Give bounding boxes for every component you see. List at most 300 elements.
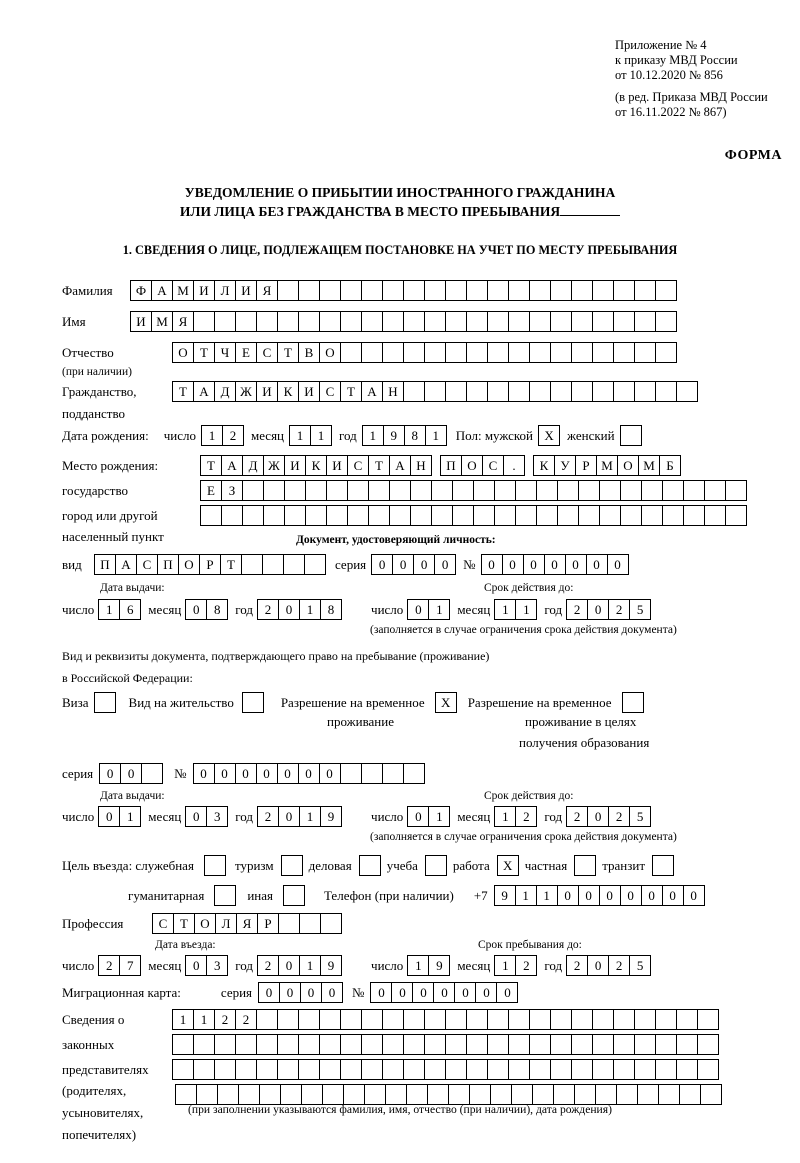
char-cell[interactable] [655, 1009, 677, 1030]
char-cell[interactable]: 1 [310, 425, 332, 446]
char-cell[interactable] [280, 1084, 302, 1105]
char-cell[interactable]: 1 [119, 806, 141, 827]
char-cell[interactable] [697, 1009, 719, 1030]
char-cell[interactable] [403, 381, 425, 402]
char-cell[interactable]: В [298, 342, 320, 363]
char-cell[interactable] [343, 1084, 365, 1105]
char-cell[interactable] [508, 381, 530, 402]
char-cell[interactable] [592, 1009, 614, 1030]
char-cell[interactable] [263, 505, 285, 526]
char-cell[interactable] [326, 480, 348, 501]
char-cell[interactable] [256, 1059, 278, 1080]
char-cell[interactable]: 0 [641, 885, 663, 906]
char-cell[interactable]: 2 [566, 955, 588, 976]
char-cell[interactable] [340, 280, 362, 301]
char-cell[interactable] [613, 381, 635, 402]
char-cell[interactable] [283, 554, 305, 575]
char-cell[interactable] [466, 381, 488, 402]
char-cell[interactable] [683, 480, 705, 501]
char-cell[interactable]: 1 [299, 806, 321, 827]
char-cell[interactable] [277, 1034, 299, 1055]
char-cell[interactable] [277, 280, 299, 301]
birthplace-city-cells-a[interactable] [440, 455, 524, 476]
char-cell[interactable]: А [389, 455, 411, 476]
char-cell[interactable] [340, 763, 362, 784]
char-cell[interactable]: 3 [206, 955, 228, 976]
char-cell[interactable] [487, 280, 509, 301]
char-cell[interactable] [424, 1034, 446, 1055]
char-cell[interactable] [529, 280, 551, 301]
char-cell[interactable] [634, 280, 656, 301]
char-cell[interactable] [550, 1059, 572, 1080]
char-cell[interactable] [613, 280, 635, 301]
char-cell[interactable]: 1 [494, 599, 516, 620]
char-cell[interactable] [431, 480, 453, 501]
char-cell[interactable] [364, 1084, 386, 1105]
char-cell[interactable]: Н [410, 455, 432, 476]
char-cell[interactable] [361, 1034, 383, 1055]
char-cell[interactable]: Р [257, 913, 279, 934]
char-cell[interactable]: 0 [683, 885, 705, 906]
char-cell[interactable]: 0 [523, 554, 545, 575]
char-cell[interactable]: 5 [629, 806, 651, 827]
char-cell[interactable] [172, 1059, 194, 1080]
temp-residence-checkbox[interactable] [435, 692, 456, 713]
char-cell[interactable] [382, 763, 404, 784]
char-cell[interactable] [697, 1034, 719, 1055]
char-cell[interactable]: 2 [566, 599, 588, 620]
char-cell[interactable] [571, 1009, 593, 1030]
char-cell[interactable] [473, 480, 495, 501]
char-cell[interactable]: Д [214, 381, 236, 402]
char-cell[interactable] [305, 480, 327, 501]
char-cell[interactable] [683, 505, 705, 526]
char-cell[interactable]: Р [575, 455, 597, 476]
char-cell[interactable]: А [221, 455, 243, 476]
char-cell[interactable] [725, 480, 747, 501]
char-cell[interactable] [466, 1009, 488, 1030]
char-cell[interactable] [235, 311, 257, 332]
char-cell[interactable]: 0 [319, 763, 341, 784]
char-cell[interactable]: 0 [565, 554, 587, 575]
phone-cells[interactable] [494, 885, 704, 906]
char-cell[interactable] [238, 1084, 260, 1105]
stay-day-cells[interactable] [407, 955, 449, 976]
char-cell[interactable] [704, 505, 726, 526]
char-cell[interactable]: 0 [278, 806, 300, 827]
char-cell[interactable] [550, 1034, 572, 1055]
char-cell[interactable] [508, 311, 530, 332]
char-cell[interactable] [214, 1034, 236, 1055]
char-cell[interactable] [592, 342, 614, 363]
char-cell[interactable] [662, 505, 684, 526]
char-cell[interactable]: 2 [608, 955, 630, 976]
char-cell[interactable] [550, 381, 572, 402]
char-cell[interactable]: 9 [428, 955, 450, 976]
permit-series-cells[interactable] [99, 763, 162, 784]
char-cell[interactable]: 0 [185, 599, 207, 620]
char-cell[interactable]: . [503, 455, 525, 476]
char-cell[interactable]: И [130, 311, 152, 332]
birth-day-cells[interactable] [201, 425, 243, 446]
char-cell[interactable] [403, 280, 425, 301]
char-cell[interactable]: 1 [428, 599, 450, 620]
char-cell[interactable] [445, 1059, 467, 1080]
patronymic-cells[interactable] [172, 342, 676, 363]
char-cell[interactable]: К [533, 455, 555, 476]
char-cell[interactable] [578, 480, 600, 501]
char-cell[interactable] [340, 1059, 362, 1080]
char-cell[interactable] [263, 480, 285, 501]
char-cell[interactable]: Т [220, 554, 242, 575]
sex-female-checkbox[interactable] [620, 425, 641, 446]
char-cell[interactable]: 2 [608, 599, 630, 620]
char-cell[interactable]: 0 [454, 982, 476, 1003]
char-cell[interactable] [652, 855, 674, 876]
char-cell[interactable] [361, 1059, 383, 1080]
char-cell[interactable]: У [554, 455, 576, 476]
char-cell[interactable]: 3 [206, 806, 228, 827]
char-cell[interactable] [431, 505, 453, 526]
char-cell[interactable] [406, 1084, 428, 1105]
char-cell[interactable]: И [193, 280, 215, 301]
purpose-transit-checkbox[interactable] [652, 855, 673, 876]
char-cell[interactable] [641, 505, 663, 526]
char-cell[interactable]: 0 [481, 554, 503, 575]
permit-issue-year-cells[interactable] [257, 806, 341, 827]
char-cell[interactable] [256, 311, 278, 332]
char-cell[interactable] [529, 311, 551, 332]
char-cell[interactable]: М [596, 455, 618, 476]
permit-issue-month-cells[interactable] [185, 806, 227, 827]
char-cell[interactable]: 0 [277, 763, 299, 784]
char-cell[interactable] [382, 1059, 404, 1080]
char-cell[interactable]: А [193, 381, 215, 402]
char-cell[interactable] [508, 1009, 530, 1030]
char-cell[interactable] [634, 1009, 656, 1030]
char-cell[interactable] [487, 1059, 509, 1080]
citizenship-cells[interactable] [172, 381, 697, 402]
char-cell[interactable] [141, 763, 163, 784]
char-cell[interactable] [410, 505, 432, 526]
char-cell[interactable]: 1 [201, 425, 223, 446]
char-cell[interactable] [655, 381, 677, 402]
char-cell[interactable] [704, 480, 726, 501]
char-cell[interactable] [193, 1034, 215, 1055]
char-cell[interactable]: 0 [99, 763, 121, 784]
purpose-study-checkbox[interactable] [425, 855, 446, 876]
birth-month-cells[interactable] [289, 425, 331, 446]
char-cell[interactable]: А [361, 381, 383, 402]
mig-number-cells[interactable] [370, 982, 517, 1003]
char-cell[interactable] [634, 342, 656, 363]
char-cell[interactable] [403, 763, 425, 784]
char-cell[interactable] [613, 1059, 635, 1080]
char-cell[interactable] [403, 311, 425, 332]
char-cell[interactable] [613, 311, 635, 332]
char-cell[interactable]: И [326, 455, 348, 476]
permit-valid-day-cells[interactable] [407, 806, 449, 827]
char-cell[interactable]: 0 [185, 806, 207, 827]
char-cell[interactable]: 0 [279, 982, 301, 1003]
char-cell[interactable] [221, 505, 243, 526]
doc-kind-cells[interactable] [94, 554, 325, 575]
char-cell[interactable] [557, 505, 579, 526]
char-cell[interactable]: З [221, 480, 243, 501]
char-cell[interactable] [452, 505, 474, 526]
char-cell[interactable] [403, 342, 425, 363]
char-cell[interactable]: 0 [502, 554, 524, 575]
char-cell[interactable]: 1 [494, 955, 516, 976]
char-cell[interactable] [469, 1084, 491, 1105]
char-cell[interactable] [259, 1084, 281, 1105]
char-cell[interactable] [298, 311, 320, 332]
char-cell[interactable] [508, 342, 530, 363]
char-cell[interactable] [536, 480, 558, 501]
char-cell[interactable] [340, 1009, 362, 1030]
char-cell[interactable] [550, 342, 572, 363]
char-cell[interactable] [557, 480, 579, 501]
doc-issue-day-cells[interactable] [98, 599, 140, 620]
char-cell[interactable] [277, 1009, 299, 1030]
doc-valid-month-cells[interactable] [494, 599, 536, 620]
permit-valid-year-cells[interactable] [566, 806, 650, 827]
doc-series-cells[interactable] [371, 554, 455, 575]
char-cell[interactable] [599, 480, 621, 501]
char-cell[interactable] [340, 1034, 362, 1055]
char-cell[interactable]: И [298, 381, 320, 402]
char-cell[interactable] [298, 1034, 320, 1055]
char-cell[interactable]: 0 [407, 599, 429, 620]
char-cell[interactable]: 0 [607, 554, 629, 575]
permit-issue-day-cells[interactable] [98, 806, 140, 827]
char-cell[interactable] [613, 1034, 635, 1055]
char-cell[interactable]: 0 [599, 885, 621, 906]
char-cell[interactable] [655, 1059, 677, 1080]
char-cell[interactable] [319, 311, 341, 332]
char-cell[interactable] [424, 1009, 446, 1030]
char-cell[interactable]: Т [368, 455, 390, 476]
char-cell[interactable] [200, 505, 222, 526]
char-cell[interactable] [529, 1059, 551, 1080]
char-cell[interactable]: 8 [404, 425, 426, 446]
char-cell[interactable] [445, 280, 467, 301]
char-cell[interactable]: А [151, 280, 173, 301]
char-cell[interactable] [592, 1059, 614, 1080]
char-cell[interactable] [424, 381, 446, 402]
char-cell[interactable] [361, 1009, 383, 1030]
char-cell[interactable]: 8 [206, 599, 228, 620]
legal-rep-cells-row1[interactable] [172, 1009, 718, 1030]
char-cell[interactable]: 1 [425, 425, 447, 446]
char-cell[interactable] [361, 280, 383, 301]
sex-male-checkbox[interactable] [538, 425, 559, 446]
char-cell[interactable]: X [435, 692, 457, 713]
char-cell[interactable]: 1 [299, 955, 321, 976]
char-cell[interactable] [382, 342, 404, 363]
char-cell[interactable] [637, 1084, 659, 1105]
char-cell[interactable] [382, 280, 404, 301]
char-cell[interactable]: Н [382, 381, 404, 402]
char-cell[interactable] [445, 342, 467, 363]
char-cell[interactable]: 0 [433, 982, 455, 1003]
char-cell[interactable] [256, 1009, 278, 1030]
char-cell[interactable] [466, 1059, 488, 1080]
char-cell[interactable]: Я [256, 280, 278, 301]
doc-valid-year-cells[interactable] [566, 599, 650, 620]
char-cell[interactable]: 1 [536, 885, 558, 906]
char-cell[interactable] [532, 1084, 554, 1105]
char-cell[interactable]: 5 [629, 955, 651, 976]
char-cell[interactable] [359, 855, 381, 876]
char-cell[interactable]: А [115, 554, 137, 575]
name-cells[interactable] [130, 311, 676, 332]
purpose-service-checkbox[interactable] [204, 855, 225, 876]
char-cell[interactable]: П [440, 455, 462, 476]
char-cell[interactable] [204, 855, 226, 876]
char-cell[interactable]: 0 [235, 763, 257, 784]
char-cell[interactable]: 0 [662, 885, 684, 906]
char-cell[interactable]: 9 [494, 885, 516, 906]
char-cell[interactable] [424, 311, 446, 332]
char-cell[interactable]: Л [215, 913, 237, 934]
char-cell[interactable]: 0 [214, 763, 236, 784]
char-cell[interactable]: О [194, 913, 216, 934]
char-cell[interactable]: 9 [383, 425, 405, 446]
char-cell[interactable] [424, 280, 446, 301]
char-cell[interactable]: И [284, 455, 306, 476]
char-cell[interactable] [466, 342, 488, 363]
char-cell[interactable]: 0 [587, 806, 609, 827]
char-cell[interactable]: М [638, 455, 660, 476]
char-cell[interactable] [529, 342, 551, 363]
char-cell[interactable]: К [277, 381, 299, 402]
permit-valid-month-cells[interactable] [494, 806, 536, 827]
char-cell[interactable] [305, 505, 327, 526]
edu-residence-checkbox[interactable] [622, 692, 643, 713]
char-cell[interactable] [319, 1059, 341, 1080]
residence-checkbox[interactable] [242, 692, 263, 713]
char-cell[interactable]: Т [340, 381, 362, 402]
char-cell[interactable] [193, 311, 215, 332]
char-cell[interactable] [214, 885, 236, 906]
char-cell[interactable] [304, 554, 326, 575]
char-cell[interactable] [679, 1084, 701, 1105]
char-cell[interactable] [340, 311, 362, 332]
char-cell[interactable] [634, 381, 656, 402]
char-cell[interactable] [299, 913, 321, 934]
char-cell[interactable]: С [152, 913, 174, 934]
surname-cells[interactable] [130, 280, 676, 301]
char-cell[interactable] [298, 1009, 320, 1030]
doc-valid-day-cells[interactable] [407, 599, 449, 620]
doc-number-cells[interactable] [481, 554, 628, 575]
char-cell[interactable]: X [497, 855, 519, 876]
entry-day-cells[interactable] [98, 955, 140, 976]
char-cell[interactable]: Я [172, 311, 194, 332]
char-cell[interactable]: 2 [257, 955, 279, 976]
char-cell[interactable] [281, 855, 303, 876]
char-cell[interactable] [262, 554, 284, 575]
purpose-tourism-checkbox[interactable] [281, 855, 302, 876]
char-cell[interactable] [634, 311, 656, 332]
char-cell[interactable] [487, 1034, 509, 1055]
char-cell[interactable]: 0 [98, 806, 120, 827]
char-cell[interactable]: 2 [214, 1009, 236, 1030]
char-cell[interactable]: О [617, 455, 639, 476]
char-cell[interactable] [242, 692, 264, 713]
char-cell[interactable]: Ч [214, 342, 236, 363]
char-cell[interactable] [634, 1034, 656, 1055]
char-cell[interactable] [322, 1084, 344, 1105]
char-cell[interactable] [326, 505, 348, 526]
char-cell[interactable]: 0 [434, 554, 456, 575]
char-cell[interactable] [697, 1059, 719, 1080]
char-cell[interactable] [494, 505, 516, 526]
char-cell[interactable]: 1 [193, 1009, 215, 1030]
char-cell[interactable] [319, 280, 341, 301]
char-cell[interactable] [655, 342, 677, 363]
char-cell[interactable]: К [305, 455, 327, 476]
char-cell[interactable] [508, 1059, 530, 1080]
char-cell[interactable]: Т [277, 342, 299, 363]
char-cell[interactable]: О [172, 342, 194, 363]
char-cell[interactable]: С [347, 455, 369, 476]
char-cell[interactable]: 1 [299, 599, 321, 620]
char-cell[interactable] [700, 1084, 722, 1105]
char-cell[interactable] [553, 1084, 575, 1105]
char-cell[interactable] [571, 311, 593, 332]
char-cell[interactable] [634, 1059, 656, 1080]
char-cell[interactable] [389, 505, 411, 526]
char-cell[interactable] [592, 1034, 614, 1055]
char-cell[interactable]: 0 [392, 554, 414, 575]
char-cell[interactable] [368, 480, 390, 501]
char-cell[interactable] [94, 692, 116, 713]
char-cell[interactable] [403, 1034, 425, 1055]
char-cell[interactable]: Е [200, 480, 222, 501]
char-cell[interactable] [725, 505, 747, 526]
char-cell[interactable]: О [319, 342, 341, 363]
char-cell[interactable] [662, 480, 684, 501]
char-cell[interactable] [473, 505, 495, 526]
char-cell[interactable]: 1 [515, 885, 537, 906]
char-cell[interactable]: С [136, 554, 158, 575]
char-cell[interactable]: 0 [496, 982, 518, 1003]
char-cell[interactable] [403, 1059, 425, 1080]
char-cell[interactable]: Т [172, 381, 194, 402]
char-cell[interactable]: О [461, 455, 483, 476]
char-cell[interactable] [550, 311, 572, 332]
char-cell[interactable]: 0 [413, 554, 435, 575]
char-cell[interactable]: 0 [185, 955, 207, 976]
birthplace-state-cells[interactable] [200, 455, 431, 476]
char-cell[interactable]: С [256, 342, 278, 363]
char-cell[interactable]: 2 [235, 1009, 257, 1030]
char-cell[interactable] [529, 1009, 551, 1030]
visa-checkbox[interactable] [94, 692, 115, 713]
char-cell[interactable] [595, 1084, 617, 1105]
char-cell[interactable] [368, 505, 390, 526]
char-cell[interactable]: Р [199, 554, 221, 575]
purpose-business-checkbox[interactable] [359, 855, 380, 876]
char-cell[interactable]: 0 [391, 982, 413, 1003]
char-cell[interactable]: 9 [320, 955, 342, 976]
char-cell[interactable] [515, 480, 537, 501]
char-cell[interactable]: 0 [587, 955, 609, 976]
char-cell[interactable] [550, 1009, 572, 1030]
char-cell[interactable]: Т [200, 455, 222, 476]
